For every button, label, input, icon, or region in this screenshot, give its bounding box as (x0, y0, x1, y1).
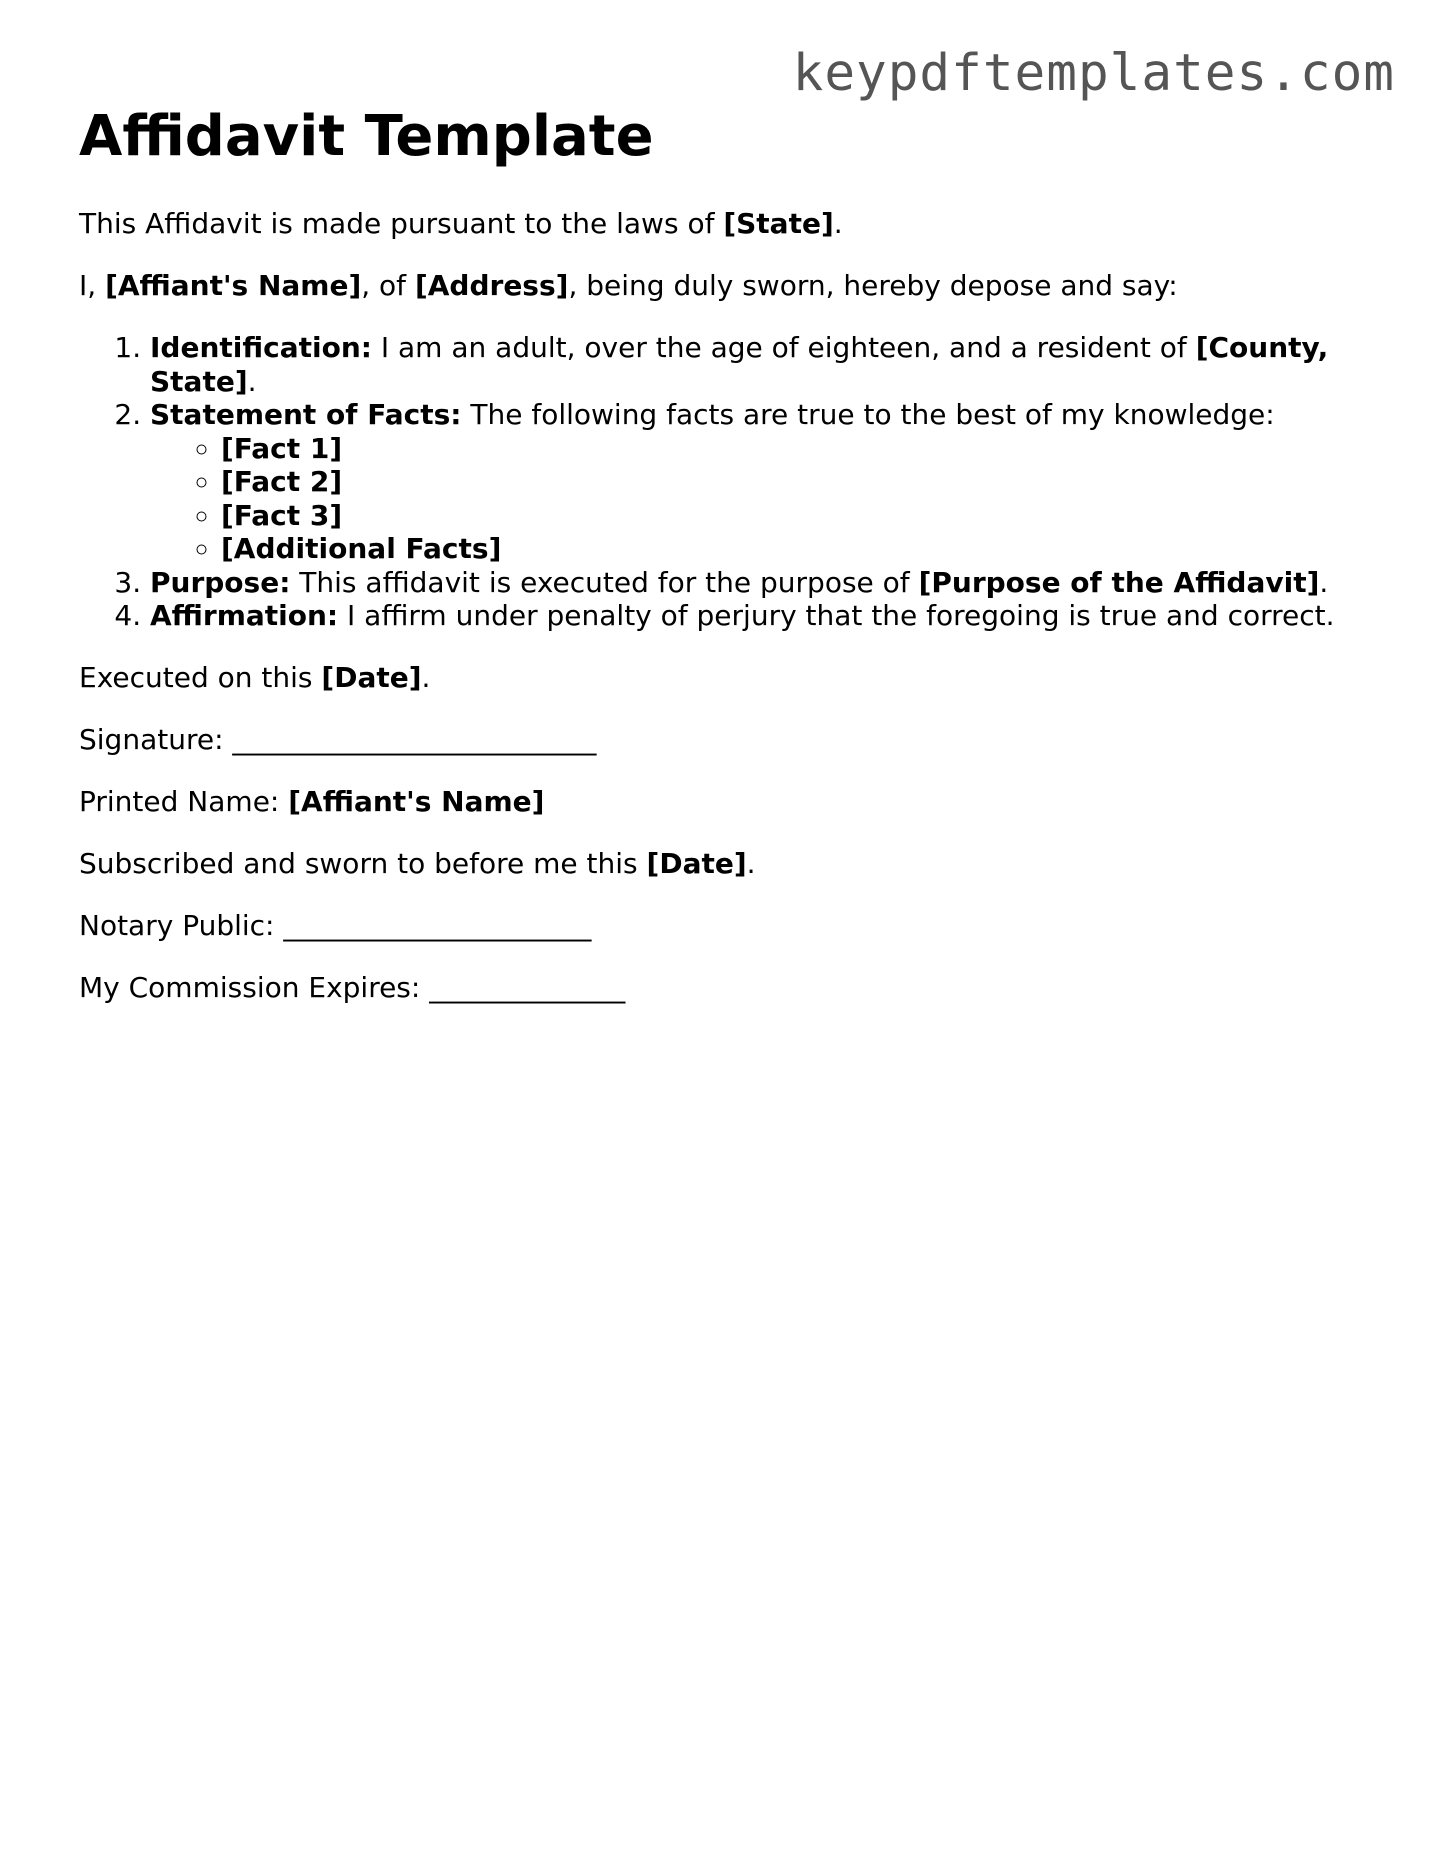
commission-line (79, 971, 1379, 1005)
list-item-purpose (150, 566, 1379, 600)
county-state-placeholder: [County, State] (150, 331, 1329, 398)
signature-line (79, 723, 1379, 757)
item-text: This affidavit is executed for the purpose of (290, 565, 919, 599)
item-label: Affirmation: (150, 599, 339, 632)
notary-line (79, 909, 1379, 943)
item-text: The following facts are true to the best of my knowledge: (461, 398, 1275, 431)
fact-item (221, 499, 1379, 533)
affiant-name-placeholder: [Affiant's Name] (105, 269, 362, 302)
item-text: I affirm under penalty of perjury that the foregoing is true and correct. (338, 599, 1335, 632)
fact-placeholder: [Fact 1] (221, 431, 343, 465)
intro-paragraph (79, 207, 1379, 241)
declaration-paragraph (79, 269, 1379, 303)
signature-blank: __________________________ (232, 722, 597, 756)
executed-text: Executed on this (79, 660, 322, 694)
notary-label: Notary Public: (79, 908, 284, 942)
fact-item (221, 432, 1379, 466)
subscribed-end: . (746, 846, 756, 880)
notary-blank: ______________________ (283, 908, 592, 942)
item-label: Purpose: (150, 565, 291, 599)
page-title: Affidavit Template (79, 104, 654, 169)
subscribed-text: Subscribed and sworn to before me this (79, 846, 647, 880)
facts-list (150, 432, 1379, 566)
printed-name-label: Printed Name: (79, 784, 289, 818)
item-text: I am an adult, over the age of eighteen, and a resident of (371, 331, 1196, 364)
statements-list (79, 331, 1379, 633)
printed-name-line (79, 785, 1379, 819)
watermark: keypdftemplates.com (792, 44, 1395, 103)
declaration-prefix: I, (79, 269, 106, 302)
intro-end: . (833, 207, 843, 240)
executed-paragraph (79, 661, 1379, 695)
item-label: Statement of Facts: (150, 398, 462, 431)
fact-placeholder: [Fact 2] (221, 465, 343, 498)
state-placeholder: [State] (723, 207, 834, 240)
date-placeholder: [Date] (321, 660, 422, 694)
executed-end: . (421, 660, 431, 694)
list-item-identification (150, 331, 1379, 398)
commission-label: My Commission Expires: (79, 970, 430, 1004)
signature-label: Signature: (79, 722, 233, 756)
document-page (79, 98, 1379, 1005)
fact-placeholder: [Additional Facts] (221, 532, 502, 565)
fact-item (221, 532, 1379, 566)
declaration-rest: , being duly sworn, hereby depose and say: (568, 269, 1178, 302)
date-placeholder: [Date] (646, 846, 747, 880)
subscribed-paragraph (79, 847, 1379, 881)
declaration-of: , of (361, 269, 415, 302)
list-item-affirmation (150, 599, 1379, 633)
fact-item (221, 465, 1379, 499)
intro-text: This Affidavit is made pursuant to the laws of (79, 207, 724, 240)
item-end: . (247, 364, 257, 398)
commission-blank: ______________ (429, 970, 626, 1004)
purpose-placeholder: [Purpose of the Affidavit] (918, 565, 1320, 599)
address-placeholder: [Address] (414, 269, 569, 302)
printed-name-placeholder: [Affiant's Name] (288, 784, 545, 818)
fact-placeholder: [Fact 3] (221, 498, 343, 532)
list-item-statement-of-facts (150, 398, 1379, 566)
item-end: . (1319, 565, 1329, 599)
item-label: Identification: (150, 331, 372, 364)
